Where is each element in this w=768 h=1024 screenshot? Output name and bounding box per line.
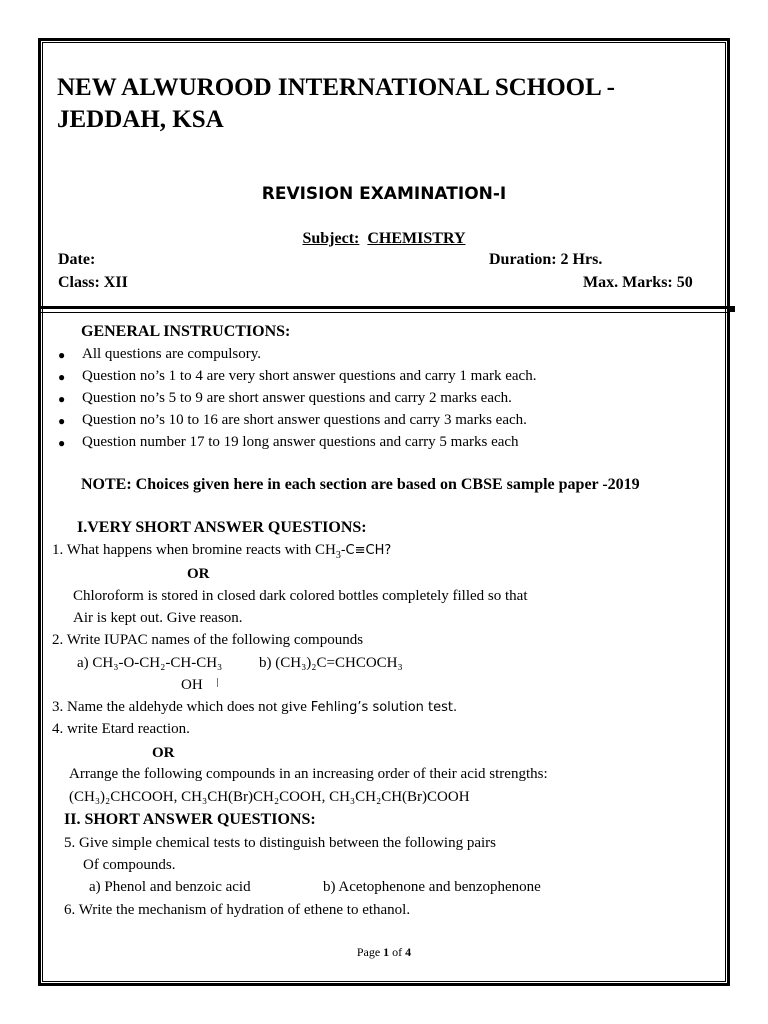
or-label-2: OR: [152, 745, 175, 761]
q5-line2: Of compounds.: [83, 857, 176, 873]
max-marks: Max. Marks: 50: [583, 274, 693, 291]
subject-value: CHEMISTRY: [367, 230, 466, 247]
q2-oh: OH: [181, 677, 203, 693]
header-divider-thin: [38, 312, 730, 313]
q3-text-end: Fehling’s solution test.: [310, 700, 458, 715]
instruction-2: Question no’s 1 to 4 are very short answer questions and carry 1 mark each.: [82, 368, 537, 384]
q2-a-formula: CH₃-O-CH₂-CH-CH₃: [92, 655, 223, 671]
q2-b-formula: (CH₃)₂C=CHCOCH₃: [275, 655, 403, 671]
bullet-icon: ●: [58, 436, 66, 450]
date-label: Date:: [58, 251, 96, 268]
of-word: of: [392, 945, 403, 959]
q4-alt-line2: (CH₃)₂CHCOOH, CH₃CH(Br)CH₂COOH, CH₃CH₂CH(Br)COOH: [69, 789, 470, 805]
instruction-4: Question no’s 10 to 16 are short answer questions and carry 3 marks each.: [82, 412, 527, 428]
page-footer: [0, 945, 768, 960]
divider-end-mark: [729, 306, 735, 312]
q4-alt-line1: Arrange the following compounds in an increasing order of their acid strengths:: [69, 766, 548, 782]
question-1: [52, 542, 391, 561]
q2-a-label: a): [77, 655, 89, 671]
question-6: 6. Write the mechanism of hydration of ethene to ethanol.: [64, 902, 411, 918]
q1-alt-line1: Chloroform is stored in closed dark colored bottles completely filled so that: [73, 588, 528, 604]
page-total: 4: [405, 945, 412, 959]
bullet-icon: ●: [58, 348, 66, 362]
q2-b-label: b): [259, 655, 272, 671]
q3-text: 3. Name the aldehyde which does not give: [52, 699, 311, 715]
class-label: Class: XII: [58, 274, 128, 291]
duration: Duration: 2 Hrs.: [489, 251, 603, 268]
instructions-title: GENERAL INSTRUCTIONS:: [81, 323, 291, 340]
header-divider: [38, 306, 730, 309]
question-3: [52, 699, 457, 716]
q5-part-b: b) Acetophenone and benzophenone: [323, 879, 541, 895]
subject-line: [0, 230, 768, 248]
q1-text: 1. What happens when bromine reacts with CH: [52, 542, 336, 558]
or-label-1: OR: [187, 566, 210, 582]
q1-alt-line2: Air is kept out. Give reason.: [73, 610, 243, 626]
q2-part-a: [77, 655, 222, 672]
bond-line: [217, 678, 218, 687]
bullet-icon: ●: [58, 414, 66, 428]
subject-label: Subject:: [302, 230, 360, 247]
instruction-3: Question no’s 5 to 9 are short answer questions and carry 2 marks each.: [82, 390, 512, 406]
instruction-5: Question number 17 to 19 long answer questions and carry 5 marks each: [82, 434, 519, 450]
q5-part-a: a) Phenol and benzoic acid: [89, 879, 251, 895]
note: NOTE: Choices given here in each section are based on CBSE sample paper -2019: [81, 476, 640, 493]
bullet-icon: ●: [58, 392, 66, 406]
exam-title: REVISION EXAMINATION-I: [261, 184, 507, 204]
page-word: Page: [356, 945, 381, 959]
bullet-icon: ●: [58, 370, 66, 384]
instruction-1: All questions are compulsory.: [82, 346, 261, 362]
school-name: NEW ALWUROOD INTERNATIONAL SCHOOL - JEDDAH, KSA: [57, 74, 615, 133]
page-number: 1: [383, 945, 390, 959]
question-4: 4. write Etard reaction.: [52, 721, 190, 737]
section2-title: II. SHORT ANSWER QUESTIONS:: [64, 811, 316, 828]
q1-subscript: 3: [335, 550, 341, 561]
q1-formula-end: -C≡CH?: [340, 543, 392, 558]
question-2: 2. Write IUPAC names of the following compounds: [52, 632, 364, 648]
q2-part-b: [259, 655, 403, 672]
section1-title: I.VERY SHORT ANSWER QUESTIONS:: [77, 519, 367, 536]
question-5: 5. Give simple chemical tests to distinguish between the following pairs: [64, 835, 497, 851]
